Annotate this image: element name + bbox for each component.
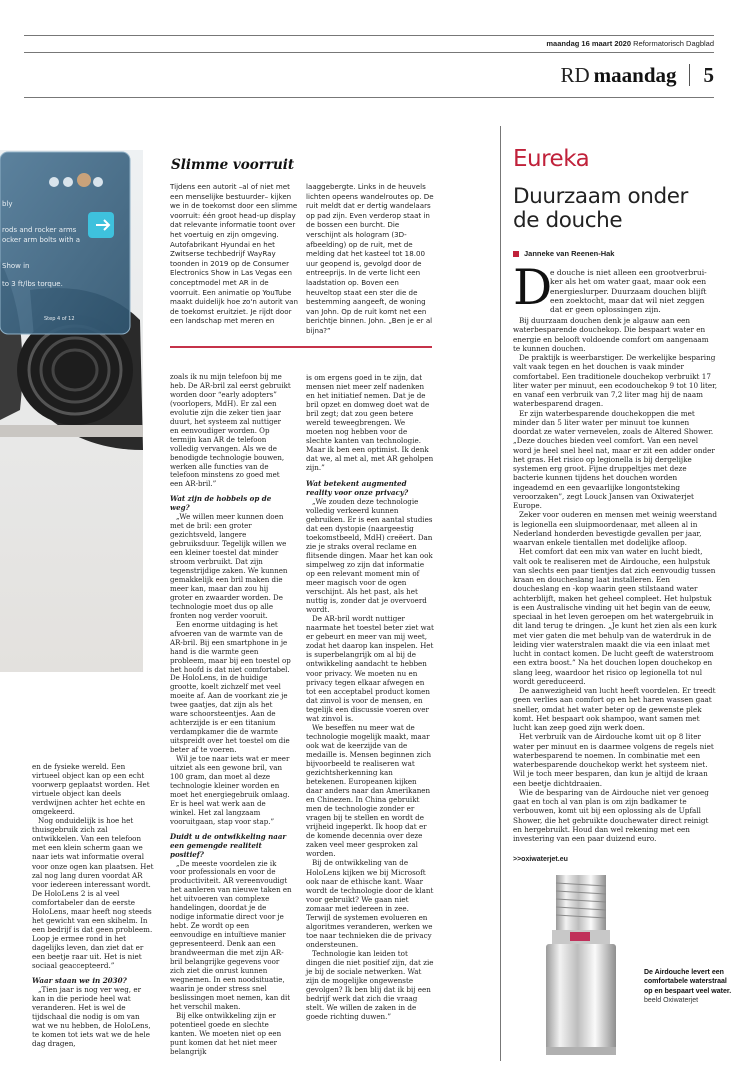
rubric-eureka: Eureka [513, 146, 590, 172]
intro-line: dat er geen oplossingen zijn. [550, 305, 661, 315]
paragraph: zoals ik nu mijn telefoon bij me heb. De AR-bril zal eerst gebruikt worden door “early adopters” (voorlopers, MdH). Er zal een evolutie zijn die zeker tien jaar duurt, het systeem zal nuttiger en eenvoudiger worden. Op termijn kan AR de telefoon volledig vervangen. Als we de benodigde technologie bouwen, werken alle functies van de telefoon minstens zo goed met een AR-bril.” [170, 372, 291, 489]
source-link[interactable]: >>oxiwaterjet.eu [513, 856, 568, 863]
section-masthead [560, 60, 714, 90]
screen-step-label: Step 4 of 12 [44, 316, 75, 322]
paragraph: Wil je toe naar iets wat er meer uitziet als een gewone bril, van 100 gram, dan moet al deze technologie kleiner worden en moet het energiegebruik omlaag. Er is heel wat werk aan de winkel. Het zal langzaam vooruitgaan, stap voor stap.” [170, 754, 290, 826]
intro-line: e douche is niet alleen een grootverbrui- [550, 268, 707, 277]
intro-line: ker als het om water gaat, maar ook een [550, 277, 707, 287]
paragraph: We beseffen nu meer wat de technologie mogelijk maakt, maar ook wat de keerzijde van de medaille is. Mensen beginnen zich bijvoorbeeld te realiseren wat gezichtsherkenning kan betekenen. Europeanen kijken daar anders naar dan Amerikanen en Chinezen. In China gebruikt men de technologie zonder er vragen bij te stellen en wordt de vrijheid ingeperkt. Ik hoop dat er de komende decennia over deze zaken veel meer gesproken zal worden. [306, 722, 432, 859]
airdouche-product-image [518, 875, 643, 1060]
paragraph: Bij de ontwikkeling van de HoloLens kijken we bij Microsoft ook naar de ethische kant. Waar wordt de technologie door de klant voor gebruikt? We gaan niet zomaar met iedereen in zee. Terwijl de systemen evolueren en algoritmes veranderen, werken we toe naar technieken die de privacy ondersteunen. [306, 858, 434, 949]
box-paragraph-1: Tijdens een autorit –al of niet met een menselijke bestuurder– kijken we in de toekomst door een slimme voorruit: één groot head-up display dat relevante informatie toont over het voertuig en zijn omgeving. Autofabrikant Hyundai en het Zwitserse techbedrijf WayRay toonden in 2019 op de Consumer Electronics Show in Las Vegas een conceptmodel met AR in de voorruit. Een animatie op YouTube maakt duidelijk hoe zo'n autorit van de toekomst eruitziet. Je rijdt door een landschap met meren en [170, 182, 299, 326]
paragraph: Bij elke ontwikkeling zijn er potentieel goede en slechte kanten. We moeten niet op een punt komen dat het niet meer belangrijk [170, 1010, 282, 1056]
paragraph: en de fysieke wereld. Een virtueel object kan op een echt voorwerp geplaatst worden. Het virtuele object kan deels verdwijnen achter het echte en omgekeerd. [32, 762, 150, 817]
paragraph: „Tien jaar is nog ver weg, er kan in die periode heel wat veranderen. Het is wel de tijdschaal die nodig is om van wat we nu hebben, de HoloLens, te komen tot iets wat we de hele dag dragen, [32, 985, 151, 1049]
box-column-1 [170, 182, 298, 326]
question-heading: Wat betekent augmented reality voor onze privacy? [306, 478, 409, 497]
page-number: 5 [703, 62, 714, 87]
paragraph: Nog onduidelijk is hoe het thuisgebruik zich zal ontwikkelen. Van een telefoon met een klein scherm gaan we naar iets wat informatie overal voor onze ogen kan plaatsen. Het zal nog lang duren voordat AR voor iedereen interessant wordt. De HoloLens 2 is al veel comfortabeler dan de eerste HoloLens, maar heeft nog steeds het gewicht van een skihelm. In een bedrijf is dat geen probleem. Loop je ermee rond in het dagelijks leven, dan ziet dat er een beetje raar uit. Het is niet sociaal geaccepteerd.” [32, 816, 154, 971]
caption-text: De Airdouche levert een comfortabele waterstraal op en bespaart veel water. [644, 969, 732, 995]
paragraph: De AR-bril wordt nuttiger naarmate het toestel beter ziet wat er gebeurt en meer van mij weet, zodat het daarop kan inspelen. Het is superbelangrijk om al bij de ontwikkeling aandacht te hebben voor privacy. We moeten nu en privacy tegen elkaar afwegen en tot een acceptabel product komen dat zinvol is voor de mensen, en tegelijk een discussie voeren over wat zinvol is. [306, 614, 434, 723]
box-paragraph-2: laaggebergte. Links in de heuvels lichten opeens wandelroutes op. De ruit meldt dat er dertig wandelaars op pad zijn. Even verderop staat in de bossen een burcht. Die verschijnt als hologram (3D-afbeelding) op de ruit, met de melding dat het kasteel tot 18.00 uur geopend is, gevolgd door de entreeprijs. In de verte licht een laadstation op. Boven een heuveltop staat een ster die de bestemming aangeeft, de woning van John. Op de ruit komt net een berichtje binnen. John. „Ben je er al bijna?” [306, 182, 434, 335]
screen-line-5: to 3 ft/lbs torque. [2, 280, 63, 288]
article-column-2 [170, 373, 292, 1056]
article-intro [550, 268, 718, 314]
paragraph: Wie de besparing van de Airdouche niet ver genoeg gaat en toch al van plan is om zijn badkamer te verbouwen, komt uit bij een oplossing als de Upfall Shower, die het gebruikte douchewater direct reinigt en hergebruikt. Houd dan wel rekening met een investering van een paar duizend euro. [513, 787, 709, 843]
paragraph: De praktijk is weerbarstiger. De werkelijke besparing valt vaak tegen en het douchen is vaak minder comfortabel. Een traditionele douchekop verbruikt 17 liter water per minuut, een ecodouchekop 9 tot 10 liter, en vanaf een verbruik van 7,2 liter mag hij de naam waterbesparend dragen. [513, 353, 718, 409]
column-divider [500, 126, 501, 1061]
intro-line: een zoektocht, maar dat wil niet zeggen [550, 295, 705, 305]
paragraph: Bij duurzaam douchen denk je algauw aan een waterbesparende douchekop. Die bespaart water en energie en belooft voldoende comfort om aangenaam te kunnen douchen. [513, 316, 709, 353]
header-date: maandag 16 maart 2020 [546, 39, 632, 48]
paragraph: „We willen meer kunnen doen met de bril: een groter gezichtsveld, langere gebruiksduur. Tegelijk willen we een kleiner toestel dat minder stroom verbruikt. Dat zijn tegenstrijdige zaken. We kunnen gemakkelijk een bril maken die meer kan, maar dan zou hij groter en zwaarder worden. De technologie moet dus op alle fronten nog verder vooruit. [170, 512, 288, 620]
screen-line-4: Show in [2, 262, 30, 270]
headline-line-2: de douche [513, 208, 623, 233]
paragraph: „De meeste voordelen zie ik voor professionals en voor de productiviteit. AR vereenvoudigt het aanleren van nieuwe taken en het uitvoeren van complexe handelingen, doordat je de nodige informatie direct voor je hebt. Ze wordt op een eenvoudige en intuïtieve manier gepresenteerd. Denk aan een brandweerman die met zijn AR-bril belangrijke gegevens voor zich ziet die onrust kunnen wegnemen. In een noodsituatie, waarin je onder stress snel beslissingen moet nemen, kan dit het verschil maken. [170, 858, 292, 1011]
question-heading: Waar staan we in 2030? [32, 976, 127, 986]
article-column-1 [32, 762, 154, 1048]
top-rule [24, 35, 714, 36]
screen-line-3: ocker arm bolts with a [2, 236, 81, 244]
section-prefix: RD [560, 62, 590, 87]
header-date-line [546, 39, 714, 48]
box-column-2 [306, 182, 434, 336]
section-day: maandag [593, 62, 677, 87]
screen-line-2: rods and rocker arms [2, 226, 77, 234]
header-publication: Reformatorisch Dagblad [633, 39, 714, 48]
byline-marker [513, 251, 519, 257]
paragraph: Zeker voor ouderen en mensen met weinig weerstand is legionella een sluipmoordenaar, met alleen al in Nederland honderden bevestigde gevallen per jaar, waarvan enkele tientallen met dodelijke afloop. [513, 510, 717, 547]
header-rule [24, 52, 714, 53]
box-divider [170, 346, 432, 348]
drop-cap: D [513, 259, 553, 316]
ar-headset-photo [0, 150, 143, 672]
question-heading: Duidt u de ontwikkeling naar een gemengde realiteit positief? [170, 831, 287, 859]
article-headline [513, 185, 688, 233]
masthead-divider [689, 64, 690, 86]
article-column-3 [306, 373, 434, 1021]
intro-line: energieslurper. Duurzaam douchen blijft [550, 286, 707, 296]
paragraph: Technologie kan leiden tot dingen die niet positief zijn, dat zie je bij de sociale netwerken. Wat zijn de mogelijke ongewenste gevolgen? Ik ben blij dat ik bij een bedrijf werk dat zich die vraag stelt. We willen de zaken in de goede richting duwen.” [306, 948, 434, 1022]
question-heading: Wat zijn de hobbels op de weg? [170, 494, 272, 513]
screen-line-1: bly [2, 200, 13, 208]
paragraph: Een enorme uitdaging is het afvoeren van de warmte van de AR-bril. Bij een smartphone in je hand is die warmte geen probleem, maar bij een toestel op het hoofd is dat niet comfortabel. De HoloLens, in de huidige grootte, koelt zichzelf met veel moeite af. Aan de voorkant zie je twee gaatjes, dat zijn als het ware schoorsteentjes. Aan de achterzijde is er een titanium verdampkamer die de warmte uitspreidt over het toestel om die beter af te voeren. [170, 619, 291, 755]
masthead-rule [24, 97, 714, 98]
headline-line-1: Duurzaam onder [513, 184, 688, 209]
box-title: Slimme voorruit [171, 157, 295, 173]
paragraph: Er zijn waterbesparende douchekoppen die met minder dan 5 liter water per minuut toe kunnen doordat ze water vernevelen, zoals de Altered Shower. „Deze douches bieden veel comfort. Van een nevel word je heel snel heel nat, maar er zit een adder onder het gras. Het risico op legionella is bij dergelijke systemen erg groot. Fijne druppeltjes met deze bacterie kunnen tijdens het douchen worden ingeademd en een gevaarlijke longontsteking veroorzaken”, zegt Louck Jansen van Oxiwaterjet Europe. [513, 408, 715, 510]
paragraph: is om ergens goed in te zijn, dat mensen niet meer zelf nadenken en het initiatief nemen. Dat je de bril opzet en domweg doet wat de bril zegt; dat zou geen betere wereld teweegbrengen. We moeten nog hebben voor de slechte kanten van technologie. Maar ik ben een optimist. Ik denk dat we, al met al, met AR geholpen zijn.” [306, 373, 434, 473]
byline [513, 249, 614, 258]
caption-credit: beeld Oxiwaterjet [644, 997, 699, 1005]
eureka-body [513, 316, 718, 843]
paragraph: „We zouden deze technologie volledig verkeerd kunnen gebruiken. Er is een aantal studies dat een dystopie (naargeestig toekomstbeeld, MdH) creëert. Dan zie je straks overal reclame en flitsende dingen. Maar het kan ook simpelweg zo zijn dat informatie op een relevant moment min of meer magisch voor de ogen verschijnt. Als het past, als het nuttig is, zonder dat je overvoerd wordt. [306, 496, 433, 615]
paragraph: Het comfort dat een mix van water en lucht biedt, valt ook te realiseren met de Airdouche, een hulpstuk van slechts een paar tientjes dat zich eenvoudig tussen kraan en doucheslang laat installeren. Een doucheslang en -kop waarin geen stilstaand water achterblijft, maken het geheel compleet. Het hulpstuk is een Australische vinding uit het begin van de eeuw, speciaal in het leven geroepen om het watergebruik in dit land terug te dringen. „Je kunt het zien als een kurk met vier gaten die met behulp van de waterdruk in de leiding vier waterstralen maakt die via een inlaat met lucht in contact komen. De lucht geeft de waterstroom een extra boost.” Na het douchen lopen douchekop en slang leeg, waardoor het risico op legionella tot nul wordt gereduceerd. [513, 547, 717, 686]
byline-author: Janneke van Reenen-Hak [524, 249, 615, 258]
photo-illustration [0, 150, 143, 672]
paragraph: Het verbruik van de Airdouche komt uit op 8 liter water per minuut en is daarmee volgens de regels niet waterbesparend te noemen. In combinatie met een waterbesparende douchekop werkt het systeem niet. Wil je toch meer besparen, dan kun je altijd de kraan een beetje dichtdraaien. [513, 732, 714, 788]
paragraph: De aanwezigheid van lucht heeft voordelen. Er treedt geen verlies aan comfort op en het haren wassen gaat sneller, omdat het water beter op de gewenste plek komt. Het bespaart ook shampoo, want samen met lucht kan zeep goed zijn werk doen. [513, 686, 716, 732]
photo-caption [644, 968, 734, 1006]
